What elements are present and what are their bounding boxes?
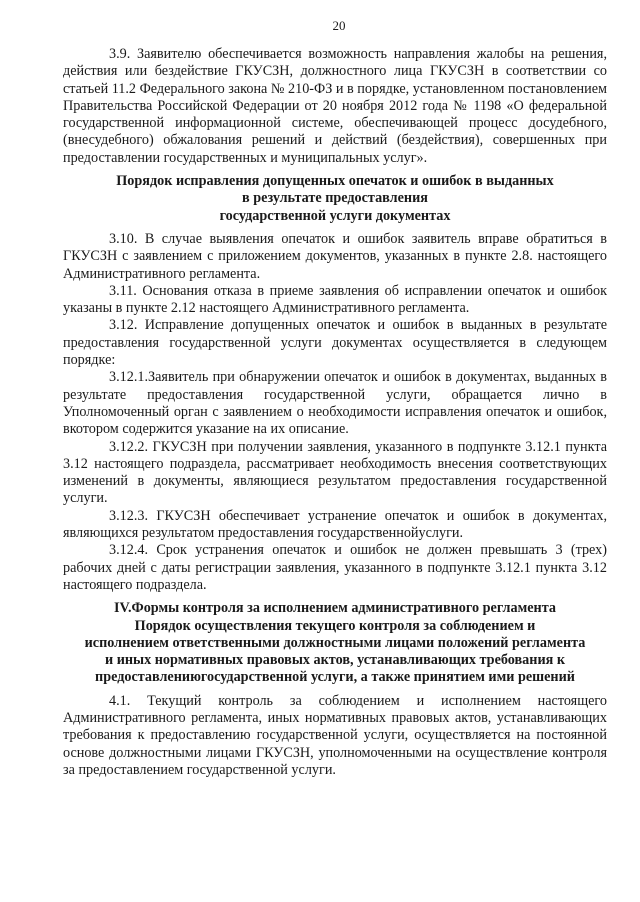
heading-line: IV.Формы контроля за исполнением административного регламента bbox=[114, 600, 556, 617]
paragraph-3-12-4: 3.12.4. Срок устранения опечаток и ошибок не должен превышать 3 (трех) рабочих дней с даты регистрации заявления, указанного в подпункте 3.12.1 пункта 3.12 настоящего подраздела. bbox=[63, 542, 607, 593]
heading-line: предоставлениюгосударственной услуги, а также принятием ими решений bbox=[95, 669, 575, 686]
section-heading-control bbox=[63, 600, 607, 686]
page-number: 20 bbox=[332, 18, 346, 33]
heading-line: в результате предоставления bbox=[242, 190, 428, 207]
paragraph-3-10: 3.10. В случае выявления опечаток и ошибок заявитель вправе обратиться в ГКУСЗН с заявлением с приложением документов, указанных в пункте 2.8. настоящего Административного регламента. bbox=[63, 230, 607, 282]
paragraph-3-11: 3.11. Основания отказа в приеме заявления об исправлении опечаток и ошибок указаны в пункте 2.12 настоящего Административного регламента. bbox=[63, 282, 607, 317]
paragraph-3-12: 3.12. Исправление допущенных опечаток и ошибок в выданных в результате предоставления государственной услуги документах осуществляется в следующем порядке: bbox=[63, 317, 607, 369]
paragraph-4-1: 4.1. Текущий контроль за соблюдением и исполнением настоящего Административного регламента, иных нормативных правовых актов, устанавливающих требования к предоставлению государственной услуги, осуществляется на постоянной основе должностными лицами ГКУСЗН, уполномоченными на осуществление контроля за предоставлением государственной услуги. bbox=[63, 692, 607, 778]
heading-line: Порядок исправления допущенных опечаток и ошибок в выданных bbox=[116, 173, 554, 190]
heading-line: государственной услуги документах bbox=[219, 207, 451, 224]
paragraph-3-12-3: 3.12.3. ГКУСЗН обеспечивает устранение опечаток и ошибок в документах, являющихся результатом предоставления государственнойуслуги. bbox=[63, 507, 607, 542]
section-heading-corrections bbox=[63, 173, 607, 225]
paragraph-3-12-1: 3.12.1.Заявитель при обнаружении опечаток и ошибок в документах, выданных в результате предоставления государственной услуги, обращается лично в Уполномоченный орган с заявлением о необходимости исправления опечаток и ошибок, вкотором содержится указание на их описание. bbox=[63, 369, 607, 438]
heading-line: и иных нормативных правовых актов, устанавливающих требования к bbox=[104, 652, 566, 669]
paragraph-3-12-2: 3.12.2. ГКУСЗН при получении заявления, указанного в подпункте 3.12.1 пункта 3.12 настоящего подраздела, рассматривает необходимость внесения соответствующих изменений в документы, являющиеся результатом предоставления государственной услуги. bbox=[63, 438, 607, 507]
paragraph-3-9: 3.9. Заявителю обеспечивается возможность направления жалобы на решения, действия или бездействие ГКУСЗН, должностного лица ГКУСЗН в соответствии со статьей 11.2 Федерального закона № 210-ФЗ и в порядке, установленном постановлением Правительства Российской Федерации от 20 ноября 2012 года № 1198 «О федеральной государственной информационной системе, обеспечивающей процесс досудебного, (внесудебного) обжалования решений и действий (бездействия), совершенных при предоставлении государственных и муниципальных услуг». bbox=[63, 46, 607, 166]
heading-line: исполнением ответственными должностными лицами положений регламента bbox=[84, 634, 586, 651]
heading-line: Порядок осуществления текущего контроля за соблюдением и bbox=[134, 617, 536, 634]
